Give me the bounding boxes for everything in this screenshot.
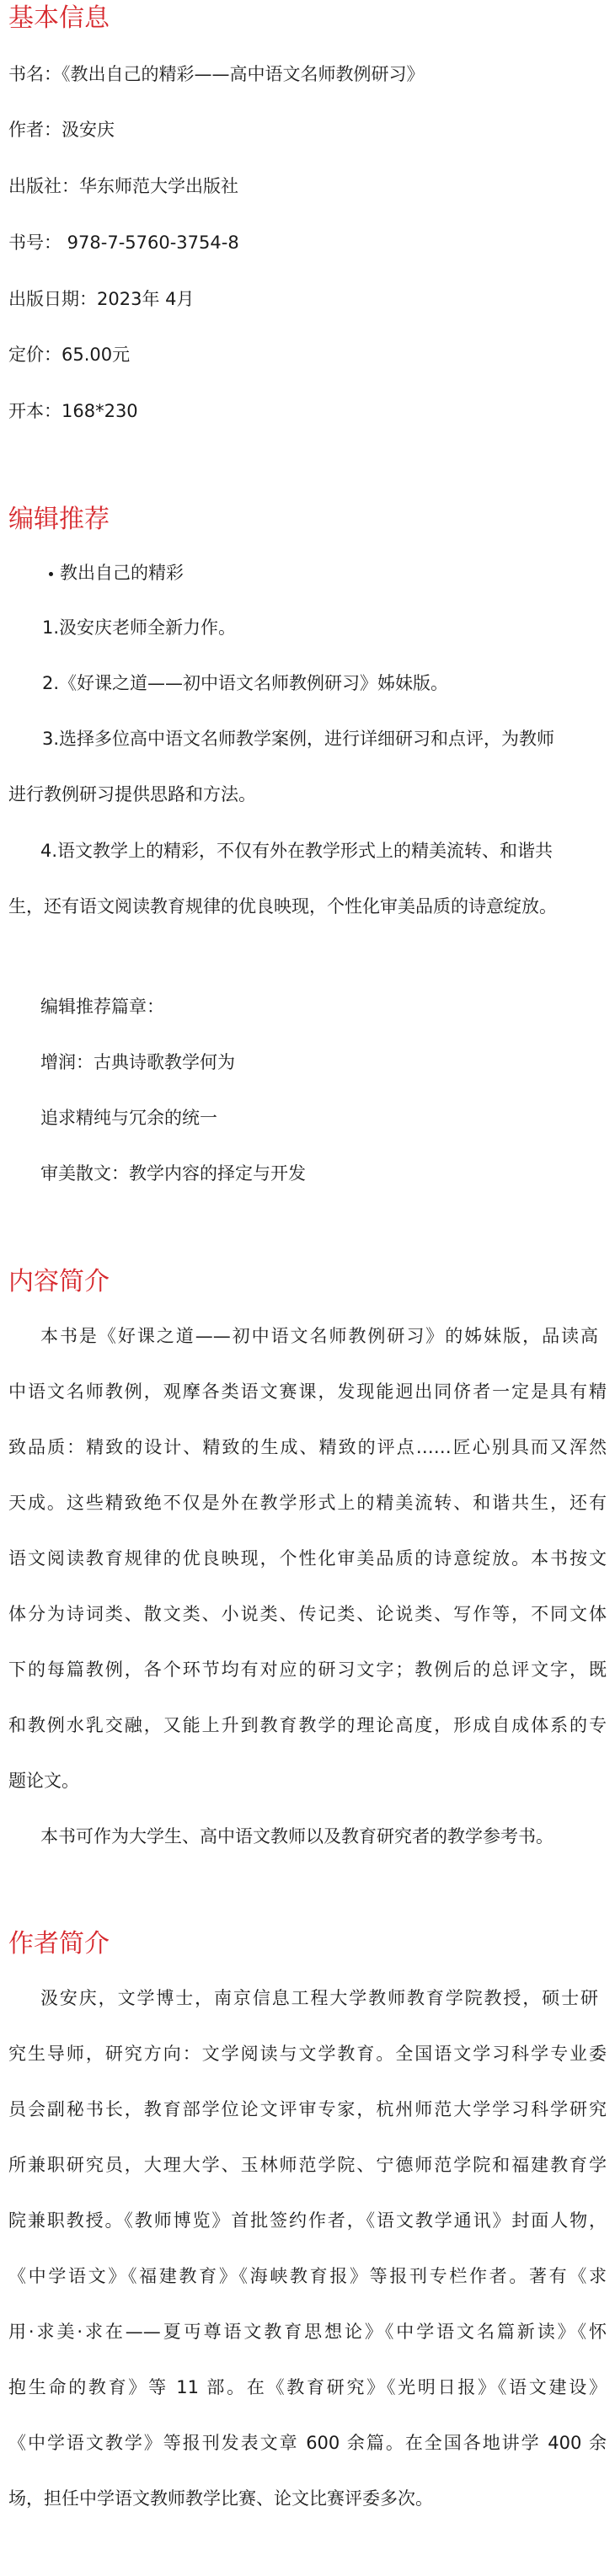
recommend-bullet xyxy=(49,560,184,585)
intro-line-8: 和教例水乳交融，又能上升到教育教学的理论高度，形成自成体系的专 xyxy=(8,1715,607,1735)
author-line-3: 员会副秘书长，教育部学位论文评审专家，杭州师范大学学习科学研究 xyxy=(8,2099,607,2119)
recommend-point-2: 2.《好课之道——初中语文名师教例研习》姊妹版。 xyxy=(42,673,449,693)
author-line-6: 《中学语文》《福建教育》《海峡教育报》等报刊专栏作者。著有《求 xyxy=(8,2266,607,2286)
intro-line-6: 体分为诗词类、散文类、小说类、传记类、论说类、写作等，不同文体 xyxy=(8,1604,607,1624)
author-line-7: 用·求美·求在——夏丏尊语文教育思想论》《中学语文名篇新读》《怀 xyxy=(8,2322,607,2342)
chapter-item-2: 追求精纯与冗余的统一 xyxy=(40,1108,217,1128)
info-line-title: 书名：《教出自己的精彩——高中语文名师教例研习》 xyxy=(8,64,425,84)
recommend-point-3-cont: 进行教例研习提供思路和方法。 xyxy=(8,784,256,804)
author-line-10: 场，担任中学语文教师教学比赛、论文比赛评委多次。 xyxy=(8,2488,433,2509)
intro-line-10: 本书可作为大学生、高中语文教师以及教育研究者的教学参考书。 xyxy=(40,1826,554,1846)
bullet-dot-icon xyxy=(49,572,53,576)
recommend-point-1: 1.汲安庆老师全新力作。 xyxy=(42,617,237,638)
info-line-date: 出版日期：2023年 4月 xyxy=(8,289,195,309)
chapters-label: 编辑推荐篇章： xyxy=(40,997,164,1017)
intro-line-3: 致品质：精致的设计、精致的生成、精致的评点……匠心别具而又浑然 xyxy=(8,1437,607,1457)
basic-info-heading: 基本信息 xyxy=(8,3,110,33)
recommend-point-3: 3.选择多位高中语文名师教学案例，进行详细研习和点评，为教师 xyxy=(42,729,555,749)
intro-line-4: 天成。这些精致绝不仅是外在教学形式上的精美流转、和谐共生，还有 xyxy=(8,1493,607,1513)
chapter-item-1: 增润：古典诗歌教学何为 xyxy=(40,1052,235,1072)
recommend-bullet-text: 教出自己的精彩 xyxy=(60,563,184,583)
author-line-1: 汲安庆，文学博士，南京信息工程大学教师教育学院教授，硕士研 xyxy=(40,1988,598,2008)
author-line-9: 《中学语文教学》等报刊发表文章 600 余篇。在全国各地讲学 400 余 xyxy=(8,2433,607,2453)
author-line-5: 院兼职教授。《教师博览》首批签约作者，《语文教学通讯》封面人物， xyxy=(8,2210,607,2231)
intro-line-7: 下的每篇教例，各个环节均有对应的研习文字；教例后的总评文字，既 xyxy=(8,1659,607,1680)
author-line-8: 抱生命的教育》等 11 部。在《教育研究》《光明日报》《语文建设》 xyxy=(8,2377,607,2397)
info-line-price: 定价：65.00元 xyxy=(8,345,131,365)
author-line-2: 究生导师，研究方向：文学阅读与文学教育。全国语文学习科学专业委 xyxy=(8,2044,607,2064)
chapter-item-3: 审美散文：教学内容的择定与开发 xyxy=(40,1163,306,1184)
author-line-4: 所兼职研究员，大理大学、玉林师范学院、宁德师范学院和福建教育学 xyxy=(8,2155,607,2175)
recommend-point-4: 4.语文教学上的精彩，不仅有外在教学形式上的精美流转、和谐共 xyxy=(40,841,554,861)
intro-line-9: 题论文。 xyxy=(8,1771,79,1791)
info-line-author: 作者：汲安庆 xyxy=(8,120,115,140)
recommend-point-4-cont: 生，还有语文阅读教育规律的优良映现，个性化审美品质的诗意绽放。 xyxy=(8,896,557,917)
editor-recommend-heading: 编辑推荐 xyxy=(8,505,110,534)
intro-line-1: 本书是《好课之道——初中语文名师教例研习》的姊妹版，品读高 xyxy=(40,1326,598,1346)
info-line-publisher: 出版社：华东师范大学出版社 xyxy=(8,176,238,196)
info-line-format: 开本：168*230 xyxy=(8,401,138,421)
intro-line-2: 中语文名师教例，观摩各类语文赛课，发现能迥出同侪者一定是具有精 xyxy=(8,1382,607,1402)
intro-line-5: 语文阅读教育规律的优良映现，个性化审美品质的诗意绽放。本书按文 xyxy=(8,1548,607,1569)
info-line-isbn: 书号： 978-7-5760-3754-8 xyxy=(8,232,239,253)
content-intro-heading: 内容简介 xyxy=(8,1267,110,1296)
author-intro-heading: 作者简介 xyxy=(8,1929,110,1959)
